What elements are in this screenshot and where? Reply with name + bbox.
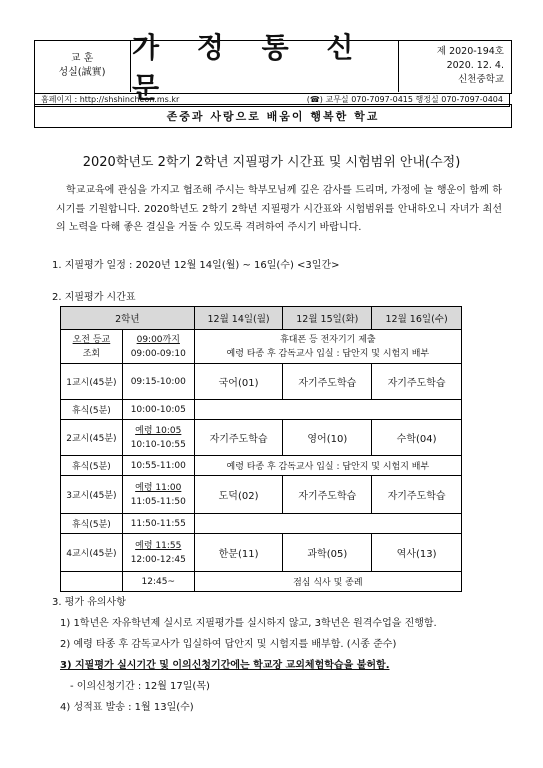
time-cell: 09:00까지 09:00-09:10 (122, 330, 194, 364)
issue-info (398, 40, 510, 92)
school-motto (34, 40, 131, 92)
time-cell: 12:45~ (122, 572, 194, 592)
period-cell: 휴식(5분) (61, 456, 123, 476)
empty-cell (194, 400, 461, 420)
section-3-heading: 3. 평가 유의사항 (52, 597, 126, 608)
issue-date: 2020. 12. 4. (446, 60, 504, 71)
notes-list (60, 613, 437, 718)
section-2-heading: 2. 지필평가 시간표 (52, 292, 136, 303)
header-grade: 2학년 (61, 307, 195, 330)
period-cell: 휴식(5분) (61, 400, 123, 420)
subject-cell: 자기주도학습 (372, 364, 462, 400)
list-item: 2) 예령 타종 후 감독교사가 입실하여 답안지 및 시험지를 배부함. (시종 준수) (60, 639, 397, 650)
time-cell: 11:50-11:55 (122, 514, 194, 534)
subject-cell: 자기주도학습 (283, 476, 372, 514)
intro-paragraph (56, 182, 502, 238)
table-row (61, 330, 462, 364)
subject-cell: 도덕(02) (194, 476, 283, 514)
list-item: 4) 성적표 발송 : 1월 13일(수) (60, 702, 194, 713)
table-row (61, 456, 462, 476)
subject-cell: 국어(01) (194, 364, 283, 400)
time-cell: 예령 11:55 12:00-12:45 (122, 534, 194, 572)
document-title: 2020학년도 2학기 2학년 지필평가 시간표 및 시험범위 안내(수정) (82, 155, 461, 170)
subject-cell: 영어(10) (283, 420, 372, 456)
list-item: 3) 지필평가 실시기간 및 이의신청기간에는 학교장 교외체험학습을 불허함. (60, 660, 390, 671)
period-cell: 1교시(45분) (61, 364, 123, 400)
homepage-link[interactable]: 홈페이지 : http://shshincheon.ms.kr (41, 95, 180, 104)
issue-number: 제 2020-194호 (436, 46, 504, 57)
merged-cell: 예령 타종 후 감독교사 입실 : 답안지 및 시험지 배부 (194, 456, 461, 476)
motto-text: 성실(誠實) (58, 67, 106, 78)
header-day3: 12월 16일(수) (372, 307, 462, 330)
time-cell: 예령 10:05 10:10-10:55 (122, 420, 194, 456)
time-cell: 09:15-10:00 (122, 364, 194, 400)
table-row (61, 420, 462, 456)
subject-cell: 자기주도학습 (372, 476, 462, 514)
table-row (61, 572, 462, 592)
period-cell: 휴식(5분) (61, 514, 123, 534)
school-name: 신천중학교 (458, 74, 504, 85)
merged-cell: 휴대폰 등 전자기기 제출 예령 타종 후 감독교사 입실 : 답안지 및 시험지 배부 (194, 330, 461, 364)
motto-label: 교 훈 (70, 53, 94, 64)
header-day2: 12월 15일(화) (283, 307, 372, 330)
time-cell: 10:55-11:00 (122, 456, 194, 476)
period-cell: 2교시(45분) (61, 420, 123, 456)
intro-text: 학교교육에 관심을 가지고 협조해 주시는 학부모님께 깊은 감사를 드리며, 가정에 늘 행운이 함께 하시기를 기원합니다. 2020학년도 2학기 2학년 지필평가 시간표와 시험범위를 안내하오니 자녀가 최선의 노력을 다해 좋은 결실을 거둘 수 있도록 격려하여 주시기 바랍니다. (56, 185, 502, 233)
table-row (61, 476, 462, 514)
table-row (61, 534, 462, 572)
list-item: - 이의신청기간 : 12월 17일(목) (70, 681, 210, 692)
subject-cell: 자기주도학습 (194, 420, 283, 456)
page-title: 가 정 통 신 문 (132, 31, 368, 104)
subject-cell: 한문(11) (194, 534, 283, 572)
phone-numbers: (☎) 교무실 070-7097-0415 행정실 070-7097-0404 (306, 95, 503, 104)
table-row (61, 400, 462, 420)
merged-cell: 점심 식사 및 종례 (194, 572, 461, 592)
period-cell: 3교시(45분) (61, 476, 123, 514)
header-day1: 12월 14일(월) (194, 307, 283, 330)
period-cell: 오전 등교 조회 (61, 330, 123, 364)
subject-cell: 수학(04) (372, 420, 462, 456)
period-cell (61, 572, 123, 592)
table-row (61, 364, 462, 400)
table-row (61, 514, 462, 534)
subject-cell: 역사(13) (372, 534, 462, 572)
subject-cell: 과학(05) (283, 534, 372, 572)
subject-cell: 자기주도학습 (283, 364, 372, 400)
empty-cell (194, 514, 461, 534)
exam-timetable (60, 306, 462, 592)
time-cell: 10:00-10:05 (122, 400, 194, 420)
time-cell: 예령 11:00 11:05-11:50 (122, 476, 194, 514)
list-item: 1) 1학년은 자유학년제 실시로 지필평가를 실시하지 않고, 3학년은 원격수업을 진행함. (60, 618, 437, 629)
period-cell: 4교시(45분) (61, 534, 123, 572)
school-slogan: 존중과 사랑으로 배움이 행복한 학교 (34, 104, 512, 128)
section-1-schedule: 1. 지필평가 일정 : 2020년 12월 14일(월) ~ 16일(수) <3일간> (52, 260, 340, 271)
